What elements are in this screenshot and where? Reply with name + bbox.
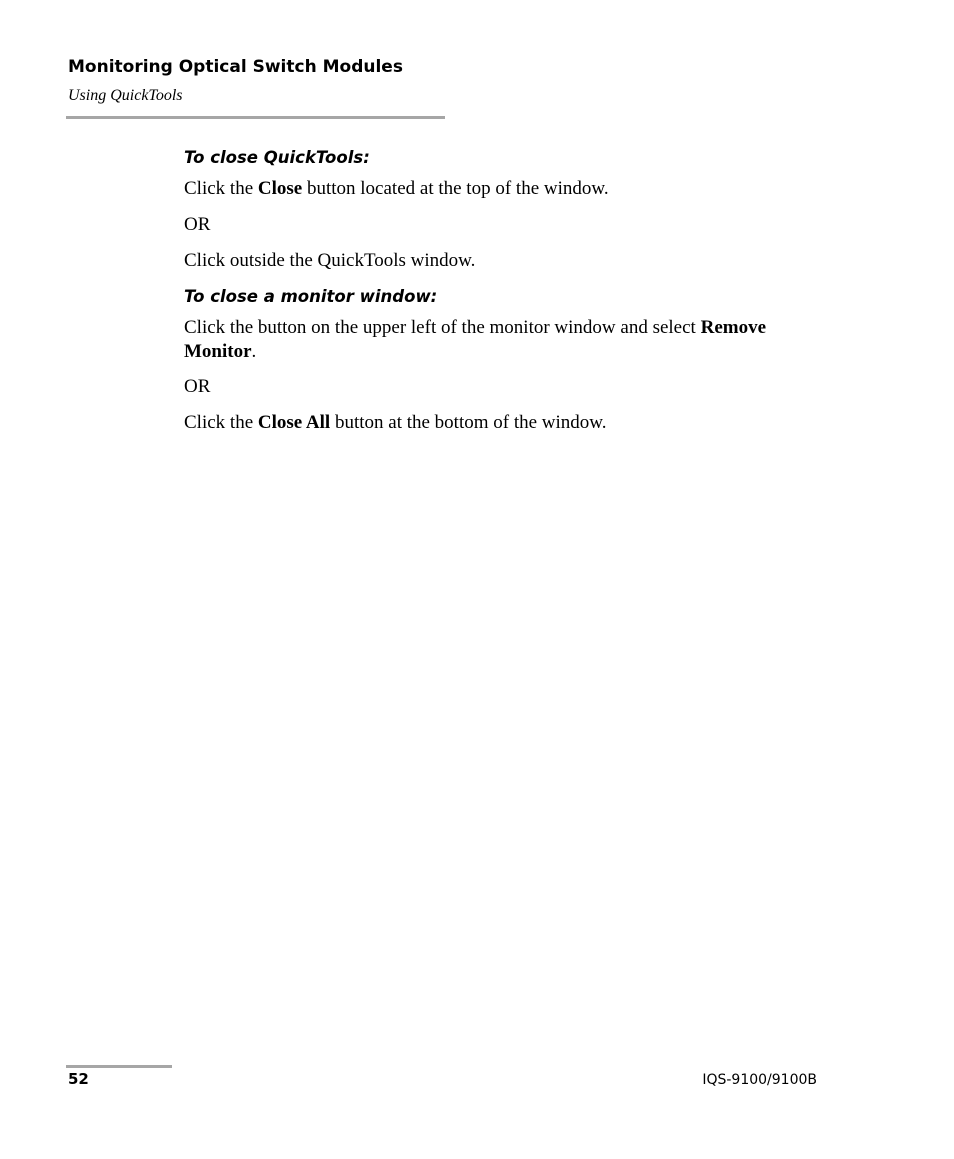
footer-divider: [66, 1065, 172, 1068]
instruction-paragraph: [184, 177, 804, 201]
instruction-paragraph: Click outside the QuickTools window.: [184, 250, 476, 271]
or-separator: OR: [184, 214, 211, 235]
text-run: .: [251, 341, 257, 362]
or-separator: OR: [184, 376, 211, 397]
running-header-title: Monitoring Optical Switch Modules: [68, 57, 403, 77]
text-run: button at the bottom of the window.: [330, 412, 607, 433]
ui-term-close-all: Close All: [257, 412, 331, 433]
text-run: Click the button on the upper left of the monitor window and select: [184, 317, 701, 338]
text-run: button located at the top of the window.: [302, 178, 609, 199]
text-run: Click the: [184, 178, 258, 199]
procedure-heading-close-monitor-window: To close a monitor window:: [184, 287, 438, 306]
ui-term-remove-monitor: Remove Monitor: [184, 317, 767, 362]
instruction-paragraph: [184, 316, 804, 364]
header-divider: [66, 116, 445, 119]
ui-term-close: Close: [257, 178, 303, 199]
product-name: IQS-9100/9100B: [702, 1072, 817, 1088]
instruction-paragraph: [184, 411, 804, 435]
text-run: Click the: [184, 412, 258, 433]
page-number: 52: [68, 1070, 89, 1088]
running-header-subtitle: Using QuickTools: [68, 87, 183, 104]
procedure-heading-close-quicktools: To close QuickTools:: [184, 148, 370, 167]
